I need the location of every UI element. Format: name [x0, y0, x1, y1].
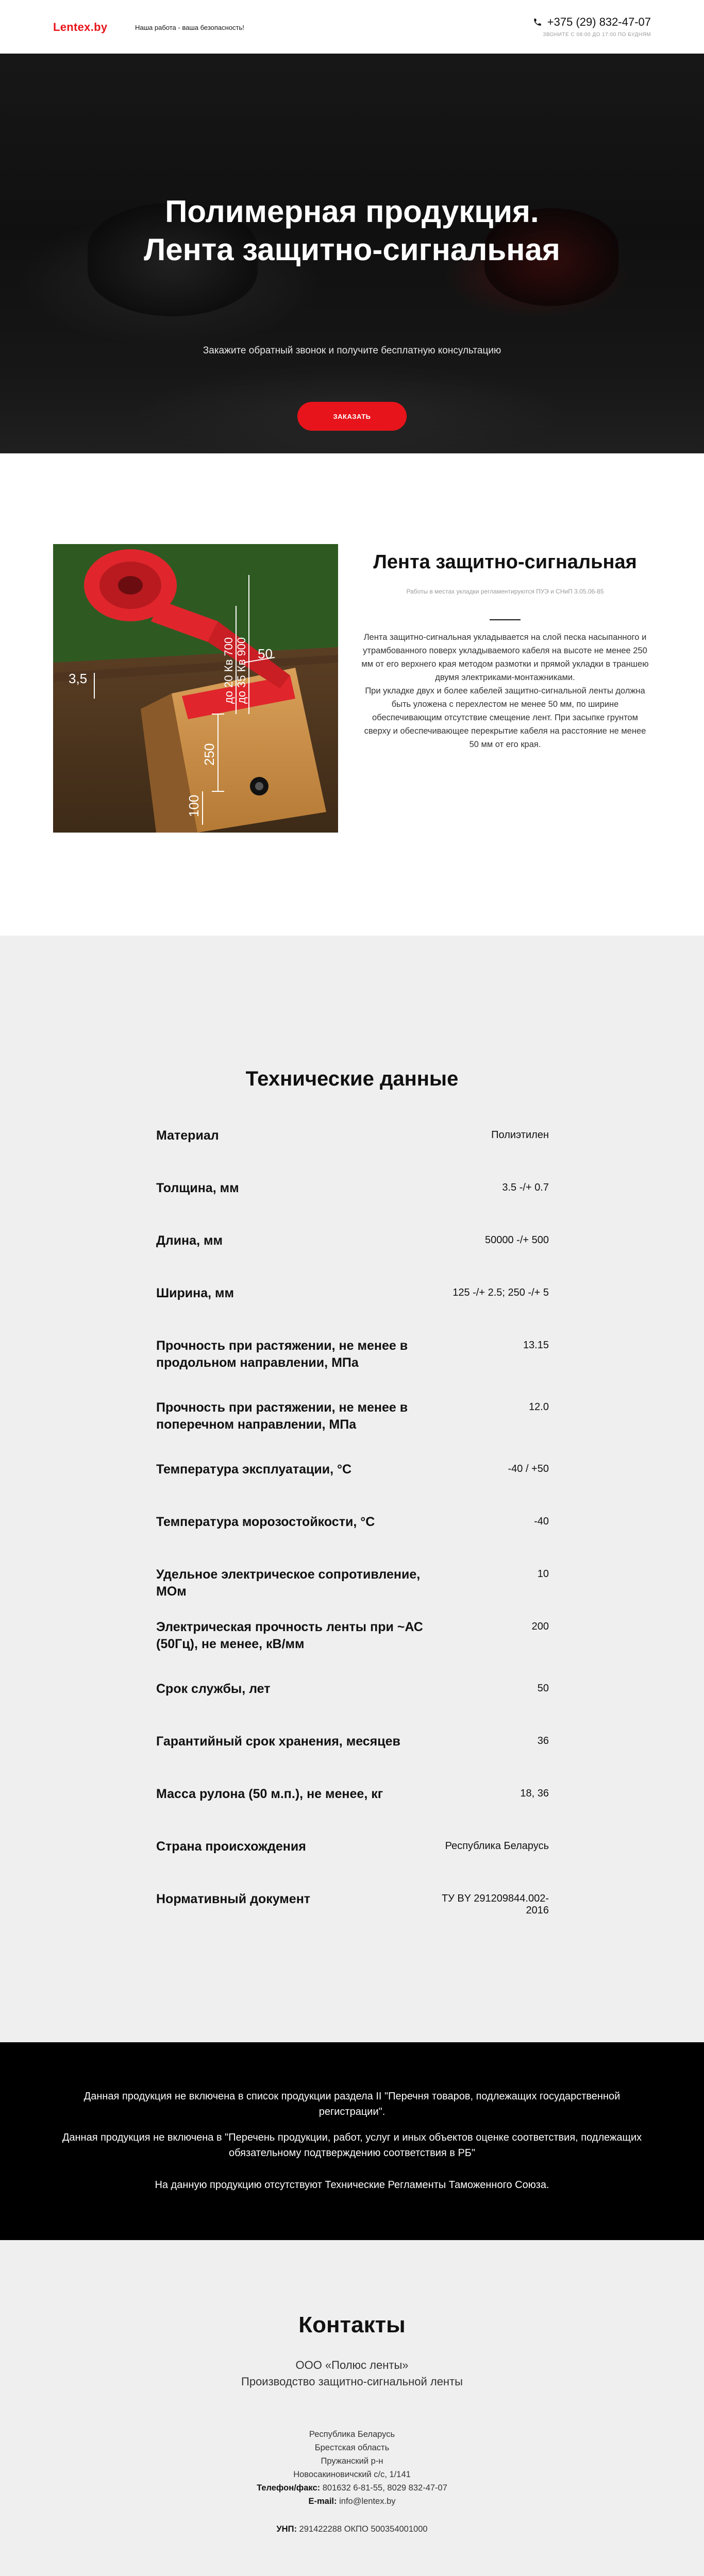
diagram-label-overlap: 50: [258, 646, 273, 662]
spec-label: Прочность при растяжении, не менее в поперечном направлении, МПа: [156, 1400, 408, 1432]
email-label: E-mail:: [308, 2497, 337, 2506]
hero-section: [0, 54, 704, 453]
header-slogan: Наша работа - ваша безопасность!: [135, 24, 244, 31]
spec-value: 13.15: [523, 1340, 549, 1351]
diagram-label-width: 3,5: [69, 671, 88, 686]
unp-label: УНП:: [276, 2524, 297, 2534]
spec-label: Страна происхождения: [156, 1839, 306, 1854]
spec-row: [156, 1232, 549, 1249]
address-country: Республика Беларусь: [309, 2430, 395, 2439]
company-unp: [0, 2524, 704, 2534]
spec-value: -40: [534, 1516, 549, 1527]
header-contact: [533, 15, 651, 38]
spec-label: Длина, мм: [156, 1233, 223, 1248]
email-value[interactable]: info@lentex.by: [337, 2497, 396, 2506]
logo[interactable]: Lentex.by: [53, 21, 108, 33]
spec-value: 18, 36: [520, 1788, 549, 1799]
spec-row: [156, 1337, 549, 1371]
contact-email: [0, 2497, 704, 2506]
hero-subtitle: Закажите обратный звонок и получите бесплатную консультацию: [203, 345, 501, 356]
spec-value: Республика Беларусь: [445, 1840, 549, 1852]
diagram-label-depth2: 100: [186, 794, 202, 817]
divider: [490, 619, 521, 620]
product-note: Работы в местах укладки регламентируются ПУЭ и СНиП 3.05.06-85: [406, 588, 604, 595]
spec-row: [156, 1681, 549, 1698]
phone-label: Телефон/факс:: [257, 2483, 321, 2493]
spec-value: 200: [531, 1621, 549, 1632]
hero-title: Полимерная продукция. Лента защитно-сигнальная: [144, 194, 560, 267]
notice-paragraph: Данная продукция не включена в список продукции раздела II "Перечня товаров, подлежащих государственной регистрации".: [83, 2091, 621, 2117]
spec-label: Гарантийный срок хранения, месяцев: [156, 1734, 400, 1749]
spec-row: [156, 1285, 549, 1302]
spec-value: Полиэтилен: [491, 1129, 549, 1141]
notice-section: [0, 2042, 704, 2240]
spec-label: Температура морозостойкости, °С: [156, 1515, 375, 1529]
specs-title: Технические данные: [245, 1067, 459, 1090]
product-section: [0, 453, 704, 936]
spec-label: Электрическая прочность ленты при ~АС (50Гц), не менее, кВ/мм: [156, 1620, 423, 1651]
spec-value: 125 -/+ 2.5; 250 -/+ 5: [452, 1287, 549, 1298]
address-street: Новосакиновичский с/с, 1/141: [293, 2470, 411, 2479]
spec-value: 50: [537, 1683, 549, 1694]
contacts-title: Контакты: [298, 2312, 406, 2337]
spec-label: Нормативный документ: [156, 1892, 311, 1906]
spec-label: Срок службы, лет: [156, 1682, 271, 1696]
spec-label: Толщина, мм: [156, 1181, 239, 1195]
spec-value: -40 / +50: [508, 1463, 549, 1475]
spec-label: Ширина, мм: [156, 1286, 234, 1300]
trench-diagram: [53, 544, 338, 833]
spec-row: [156, 1733, 549, 1750]
spec-row: [156, 1891, 549, 1917]
spec-label: Удельное электрическое сопротивление, МОм: [156, 1567, 421, 1599]
product-description: Лента защитно-сигнальная укладывается на слой песка насыпанного и утрамбованного поверх укладываемого кабеля на высоте не менее 250 мм от его верхнего края методом размотки и прямой укладки в траншею двумя электриками-монтажниками. При укладке двух и более кабелей защитно-сигнальной ленты должна быть уложена с перехлестом не менее 50 мм, по ширине обеспечивающим отсутствие смещение лент. При засыпке грунтом сверху и обеспечивающее перекрытие кабеля на расстояние не менее 50 мм от его края.: [361, 633, 649, 749]
header-phone-number: +375 (29) 832-47-07: [547, 15, 651, 28]
spec-row: [156, 1399, 549, 1433]
phone-icon: [533, 18, 542, 27]
spec-label: Температура эксплуатации, °С: [156, 1462, 352, 1477]
product-title: Лента защитно-сигнальная: [373, 551, 637, 573]
spec-value: 36: [537, 1735, 549, 1747]
spec-row: [156, 1619, 549, 1653]
phone-value[interactable]: 801632 6-81-55, 8029 832-47-07: [320, 2483, 447, 2493]
spec-value: 50000 -/+ 500: [485, 1234, 549, 1246]
address-region: Брестская область: [314, 2443, 390, 2452]
spec-row: [156, 1514, 549, 1531]
spec-label: Прочность при растяжении, не менее в продольном направлении, МПа: [156, 1338, 408, 1370]
notice-paragraph: Данная продукция не включена в "Перечень продукции, работ, услуг и иных объектов оценке соответствия, подлежащих обязательному подтверждению соответствия в РБ": [62, 2132, 642, 2159]
contacts-section: [0, 2240, 704, 2576]
spec-value: 10: [537, 1568, 549, 1580]
diagram-label-cable1: до 20 Кв 700: [222, 637, 235, 704]
notice-paragraph: На данную продукцию отсутствуют Технические Регламенты Таможенного Союза.: [155, 2179, 549, 2191]
company-activity: Производство защитно-сигнальной ленты: [241, 2375, 463, 2388]
spec-value: ТУ BY 291209844.002-2016: [441, 1893, 549, 1916]
company-name: ООО «Полюс ленты»: [295, 2359, 409, 2371]
spec-value: 3.5 -/+ 0.7: [502, 1182, 549, 1193]
specs-section: [0, 936, 704, 2042]
spec-row: [156, 1786, 549, 1803]
diagram-label-cable2: до 35 Кв 900: [235, 637, 248, 704]
header-phone[interactable]: [533, 15, 651, 29]
spec-row: [156, 1127, 549, 1144]
diagram-label-depth1: 250: [202, 743, 217, 766]
spec-row: [156, 1838, 549, 1855]
address-district: Пружанский р-н: [321, 2456, 383, 2466]
spec-row: [156, 1180, 549, 1197]
unp-value: 291422288 ОКПО 500354001000: [296, 2524, 428, 2534]
product-diagram-image: [53, 544, 338, 833]
order-button[interactable]: ЗАКАЗАТЬ: [297, 402, 407, 431]
site-header: [0, 0, 704, 54]
contact-phone: [0, 2483, 704, 2493]
header-worktime: ЗВОНИТЕ С 08:00 ДО 17:00 ПО БУДНЯМ: [543, 32, 651, 38]
spec-row: [156, 1461, 549, 1478]
spec-row: [156, 1566, 549, 1600]
spec-label: Материал: [156, 1128, 219, 1143]
spec-value: 12.0: [529, 1401, 549, 1413]
spec-label: Масса рулона (50 м.п.), не менее, кг: [156, 1787, 383, 1801]
